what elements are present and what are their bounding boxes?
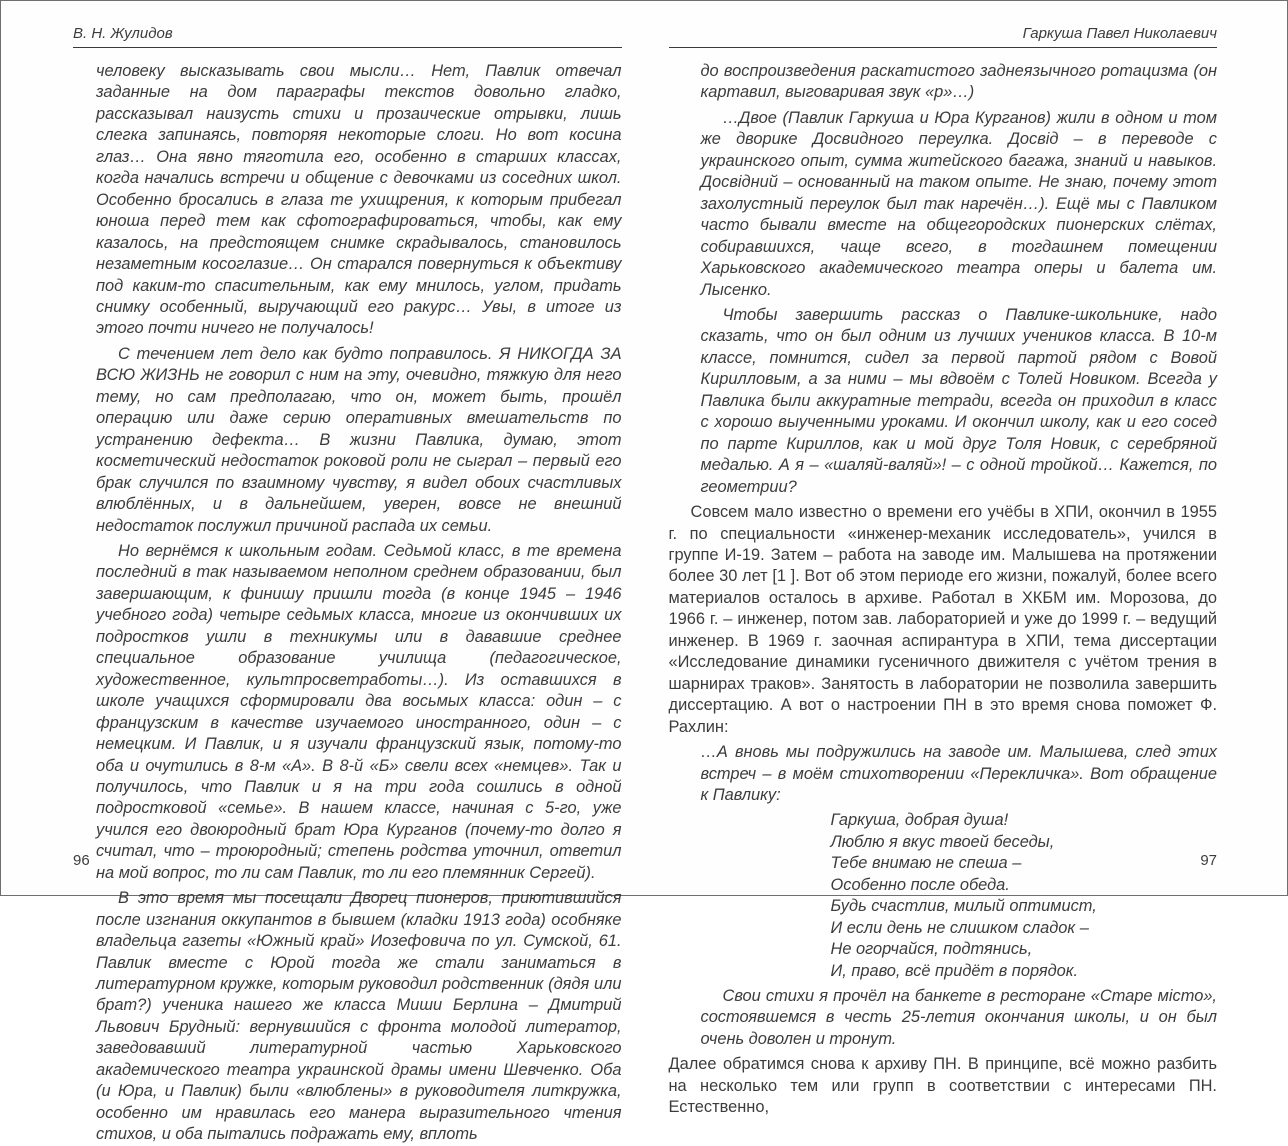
left-page-body [73, 61, 622, 1146]
right-running-header: Гаркуша Павел Николаевич [669, 25, 1218, 48]
body-paragraph: …Двое (Павлик Гаркуша и Юра Курганов) жили в одном и том же дворике Досвидного переулка. Досвід – в переводе с украинского опыт, сумма житейского багажа, знаний и навыков. Досвідний – основанный на таком опыте. Не знаю, почему этот захолустный переулок был так наречён…). Ещё мы с Павликом часто бывали вместе на общегородских пионерских слётах, собиравшихся, чаще всего, в тогдашнем помещении Харьковского академического театра оперы и балета им. Лысенко. [700, 108, 1217, 299]
body-paragraph: В это время мы посещали Дворец пионеров, приютившийся после изгнания оккупантов в бывшем (кладки 1913 года) особняке владельца газеты «Южный край» Иозефовича по ул. Сумской, 61. Павлик вместе с Юрой тогда же стали заниматься в литературном кружке, которым руководил родственник (дядя или брат?) ученика нашего же класса Миши Берлина – Дмитрий Львович Брудный: вернувшийся с фронта молодой литератор, заведовавший литературной частью Харьковского академического театра украинской драмы имени Шевченко. Оба (и Юра, и Павлик) были «влюблены» в руководителя литкружка, особенно им нравилась его манера выразительного чтения стихов, и оба пытались подражать ему, вплоть [96, 889, 622, 1144]
poem-line: Тебе внимаю не спеша – [830, 854, 1022, 873]
body-paragraph: Но вернёмся к школьным годам. Седьмой класс, в те времена последний в так называемом неполном среднем образовании, был завершающим, к финишу пришли тогда (в конце 1945 – 1946 учебного года) четыре седьмых класса, многие из окончивших их подростков ушли в техникумы или в дававшие среднее специальное образование училища (педагогическое, художественное, культпросветработы…). Из оставшихся в школе учащихся сформировали два восьмых класса: один – с французским в качестве изучаемого иностранного, один – с немецким. И Павлик, и я изучали французский язык, потому-то оба и очутились в 8-м «А». В 8-й «Б» свели всех «немцев». Так и получилось, что Павлик и я на три года сошлись в одной подростковой «семье». В нашем классе, начиная с 5-го, уже учился его двоюродный брат Юра Курганов (почему-то долго я считал, что – троюродный; степень родства уточнил, ответил на мой вопрос, то ли сам Павлик, то ли его племянник Сергей). [96, 541, 622, 882]
poem-line: Гаркуша, добрая душа! [830, 811, 1009, 830]
poem-line: Особенно после обеда. [830, 875, 1010, 894]
poem-line: Не огорчайся, подтянись, [830, 940, 1033, 959]
poem-line: И, право, всё придёт в порядок. [830, 961, 1079, 980]
body-paragraph: Далее обратимся снова к архиву ПН. В принципе, всё можно разбить на несколько тем или групп в соответствии с интересами ПН. Естественно, [668, 1055, 1217, 1117]
poem-line: И если день не слишком сладок – [830, 918, 1089, 937]
left-running-header: В. Н. Жулидов [73, 25, 622, 48]
left-page-number: 96 [73, 852, 90, 869]
body-paragraph: человеку высказывать свои мысли… Нет, Павлик отвечал заданные на дом параграфы текстов довольно гладко, рассказывал наизусть стихи и прозаические отрывки, лишь слегка запинаясь, повторяя некоторые слоги. Но вот косина глаз… Она явно тяготила его, особенно в старших классах, когда начались встречи и общение с девочками из соседних школ. Особенно бросались в глаза те ухищрения, к которым прибегал юноша перед тем как сфотографироваться, чтобы, как ему казалось, на предстоящем снимке скрадывалось, становилось незаметным косоглазие… Он старался повернуться к объективу под каким-то спасительным, как ему мнилось, углом, придать снимку особенный, выручающий его ракурс… Увы, в итоге из этого почти ничего не получалось! [96, 62, 622, 338]
body-paragraph: С течением лет дело как будто поправилось. Я НИКОГДА ЗА ВСЮ ЖИЗНЬ не говорил с ним на эту, очевидно, тяжкую для него тему, но сам предполагаю, что он, может быть, прошёл операцию или даже серию оперативных вмешательств по устранению дефекта… В жизни Павлика, думаю, этот косметический недостаток роковой роли не сыграл – первый его брак случился по взаимному чувству, я видел обоих счастливых влюблённых, и в дальнейшем, уверен, вовсе не внешний недостаток послужил причиной распада их семьи. [96, 344, 622, 535]
spread-container [1, 1, 1287, 1144]
poem-block [831, 810, 1218, 982]
page-left [73, 25, 622, 1144]
right-page-body [669, 61, 1218, 1119]
poem-line: Будь счастлив, милый оптимист, [830, 897, 1097, 916]
body-paragraph: …А вновь мы подружились на заводе им. Малышева, след этих встреч – в моём стихотворении «Перекличка». Вот обращение к Павлику: [700, 743, 1217, 804]
page-right [668, 25, 1218, 1117]
body-paragraph: Свои стихи я прочёл на банкете в ресторане «Старе місто», состоявшемся в честь 25-летия окончания школы, и он был очень доволен и тронут. [700, 987, 1217, 1048]
body-paragraph: Чтобы завершить рассказ о Павлике-школьнике, надо сказать, что он был одним из лучших учеников класса. В 10-м классе, помнится, сидел за первой партой рядом с Вовой Кирилловым, а за ними – мы вдвоём с Толей Новиком. Всегда у Павлика были аккуратные тетради, всегда он приходил в класс с хорошо выученными уроками. И окончил школу, как и его сосед по парте Кириллов, как и мой друг Толя Новик, с серебряной медалью. А я – «шаляй-валяй»! – с одной тройкой… Кажется, по геометрии? [700, 305, 1217, 496]
right-page-number: 97 [1200, 852, 1217, 869]
poem-line: Люблю я вкус твоей беседы, [830, 832, 1055, 851]
body-paragraph: Совсем мало известно о времени его учёбы в ХПИ, окончил в 1955 г. по специальности «инженер-механик исследователь», учился в группе И-19. Затем – работа на заводе им. Малышева на протяжении более 30 лет [1 ]. Вот об этом периоде его жизни, пожалуй, более всего материалов осталось в архиве. Работал в ХКБМ им. Морозова, до 1966 г. – инженер, потом зав. лабораторией и уже до 1999 г. – ведущий инженер. В 1969 г. заочная аспирантура в ХПИ, тема диссертации «Исследование динамики гусеничного движителя с учётом трения в шарнирах траков». Занятость в лаборатории не позволила завершить диссертацию. А вот о настроении ПН в это время снова поможет Ф. Рахлин: [668, 503, 1217, 736]
body-paragraph: до воспроизведения раскатистого заднеязычного ротацизма (он картавил, выговаривая звук «р»…) [700, 62, 1217, 102]
